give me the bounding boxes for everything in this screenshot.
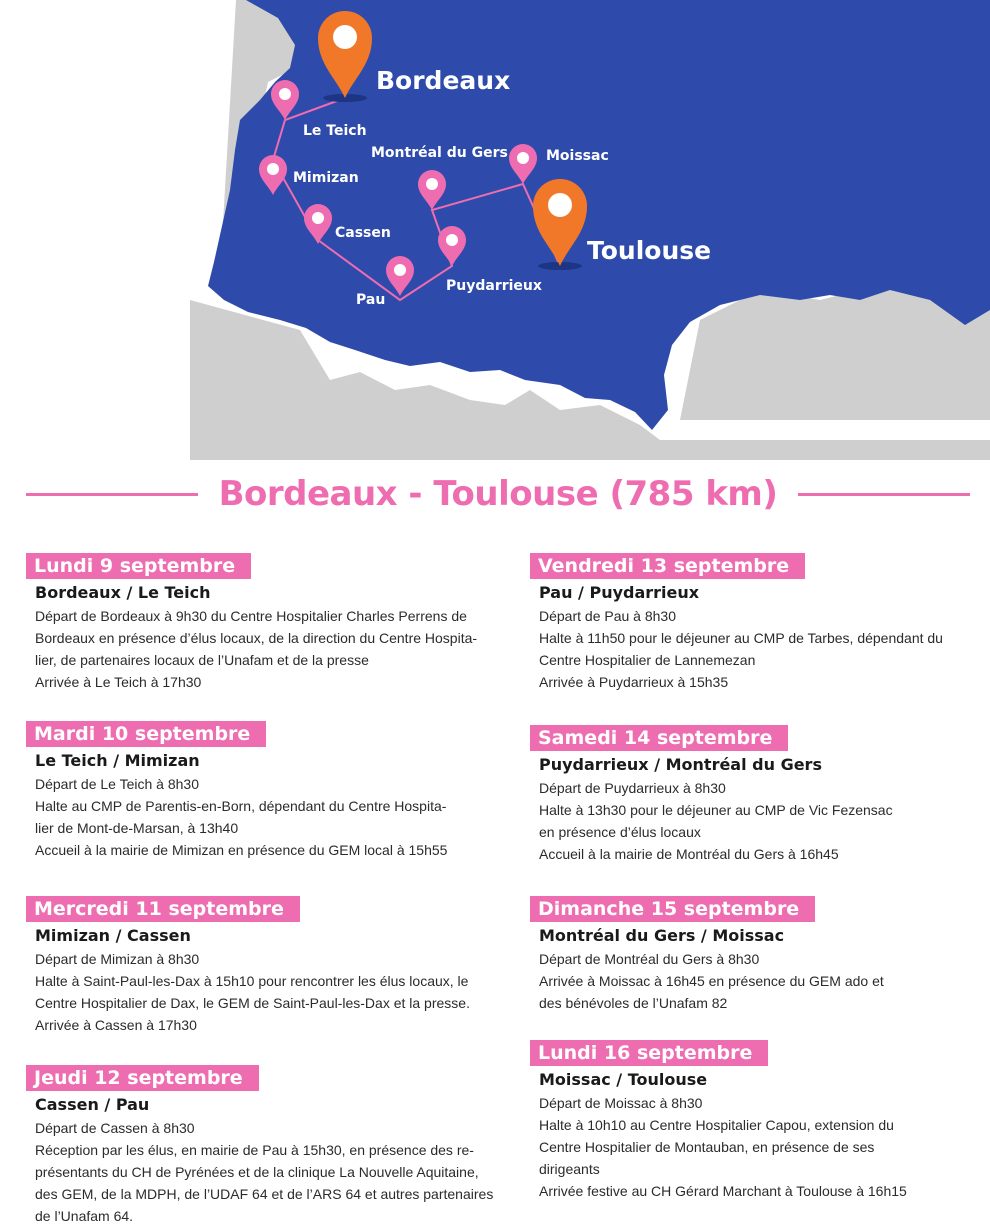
day-block	[530, 896, 884, 1014]
day-route: Bordeaux / Le Teich	[35, 583, 211, 602]
day-route: Cassen / Pau	[35, 1095, 150, 1114]
day-line: de l’Unafam 64.	[35, 1208, 134, 1224]
day-line: lier, de partenaires locaux de l’Unafam et de la presse	[35, 652, 369, 668]
route-map	[0, 0, 990, 460]
day-label: Vendredi 13 septembre	[530, 553, 805, 579]
day-line: Départ de Pau à 8h30	[539, 608, 676, 624]
day-line: Halte à 13h30 pour le déjeuner au CMP de Vic Fezensac	[539, 802, 893, 818]
day-block	[530, 725, 893, 865]
day-line: Départ de Moissac à 8h30	[539, 1095, 703, 1111]
day-line: Départ de Puydarrieux à 8h30	[539, 780, 726, 796]
day-line: lier de Mont-de-Marsan, à 13h40	[35, 820, 239, 836]
label-cassen: Cassen	[335, 225, 391, 241]
day-route: Mimizan / Cassen	[35, 926, 191, 945]
day-line: dirigeants	[539, 1161, 600, 1177]
day-label: Dimanche 15 septembre	[530, 896, 815, 922]
day-block	[26, 896, 470, 1036]
day-block	[26, 721, 447, 861]
day-line: Départ de Cassen à 8h30	[35, 1120, 195, 1136]
day-line: des GEM, de la MDPH, de l’UDAF 64 et de l’ARS 64 et autres partenaires	[35, 1186, 494, 1202]
day-route: Pau / Puydarrieux	[539, 583, 700, 602]
day-line: Halte à Saint-Paul-les-Dax à 15h10 pour rencontrer les élus locaux, le	[35, 973, 469, 989]
day-block	[26, 1065, 493, 1227]
day-route: Moissac / Toulouse	[539, 1070, 708, 1089]
label-toulouse: Toulouse	[587, 236, 712, 265]
day-route: Puydarrieux / Montréal du Gers	[539, 755, 822, 774]
route-title	[26, 472, 970, 516]
day-label: Mardi 10 septembre	[26, 721, 266, 747]
day-line: Halte à 10h10 au Centre Hospitalier Capou, extension du	[539, 1117, 894, 1133]
day-line: Accueil à la mairie de Montréal du Gers à 16h45	[539, 846, 839, 862]
label-moissac: Moissac	[546, 148, 609, 164]
day-label: Mercredi 11 septembre	[26, 896, 300, 922]
day-block	[530, 1040, 907, 1202]
day-label: Samedi 14 septembre	[530, 725, 788, 751]
day-route: Montréal du Gers / Moissac	[539, 926, 785, 945]
day-line: Halte au CMP de Parentis-en-Born, dépendant du Centre Hospita-	[35, 798, 447, 814]
day-label: Lundi 9 septembre	[26, 553, 251, 579]
day-line: Arrivée à Cassen à 17h30	[35, 1017, 197, 1033]
day-line: Halte à 11h50 pour le déjeuner au CMP de Tarbes, dépendant du	[539, 630, 943, 646]
label-montreal: Montréal du Gers	[371, 145, 508, 161]
day-line: Départ de Mimizan à 8h30	[35, 951, 200, 967]
day-line: Départ de Bordeaux à 9h30 du Centre Hospitalier Charles Perrens de	[35, 608, 467, 624]
day-route: Le Teich / Mimizan	[35, 751, 200, 770]
label-le-teich: Le Teich	[303, 123, 367, 139]
day-line: Centre Hospitalier de Dax, le GEM de Saint-Paul-les-Dax et la presse.	[35, 995, 470, 1011]
day-line: Bordeaux en présence d’élus locaux, de la direction du Centre Hospita-	[35, 630, 478, 646]
day-line: Départ de Montréal du Gers à 8h30	[539, 951, 760, 967]
day-label: Jeudi 12 septembre	[26, 1065, 259, 1091]
day-block	[26, 553, 477, 693]
day-block	[530, 553, 943, 693]
day-line: Arrivée à Puydarrieux à 15h35	[539, 674, 729, 690]
day-line: Centre Hospitalier de Lannemezan	[539, 652, 756, 668]
day-line: Arrivée festive au CH Gérard Marchant à Toulouse à 16h15	[539, 1183, 907, 1199]
day-line: Réception par les élus, en mairie de Pau à 15h30, en présence des re-	[35, 1142, 474, 1158]
day-line: Départ de Le Teich à 8h30	[35, 776, 199, 792]
day-line: Arrivée à Moissac à 16h45 en présence du GEM ado et	[539, 973, 884, 989]
label-puydarrieux: Puydarrieux	[446, 278, 542, 294]
label-mimizan: Mimizan	[293, 170, 359, 186]
label-bordeaux: Bordeaux	[376, 66, 511, 95]
day-label: Lundi 16 septembre	[530, 1040, 768, 1066]
day-line: en présence d’élus locaux	[539, 824, 701, 840]
page-title: Bordeaux - Toulouse (785 km)	[205, 474, 792, 514]
day-line: des bénévoles de l’Unafam 82	[539, 995, 728, 1011]
day-line: Arrivée à Le Teich à 17h30	[35, 674, 202, 690]
day-line: Accueil à la mairie de Mimizan en présence du GEM local à 15h55	[35, 842, 448, 858]
day-line: présentants du CH de Pyrénées et de la clinique La Nouvelle Aquitaine,	[35, 1164, 479, 1180]
day-line: Centre Hospitalier de Montauban, en présence de ses	[539, 1139, 875, 1155]
label-pau: Pau	[356, 292, 386, 308]
